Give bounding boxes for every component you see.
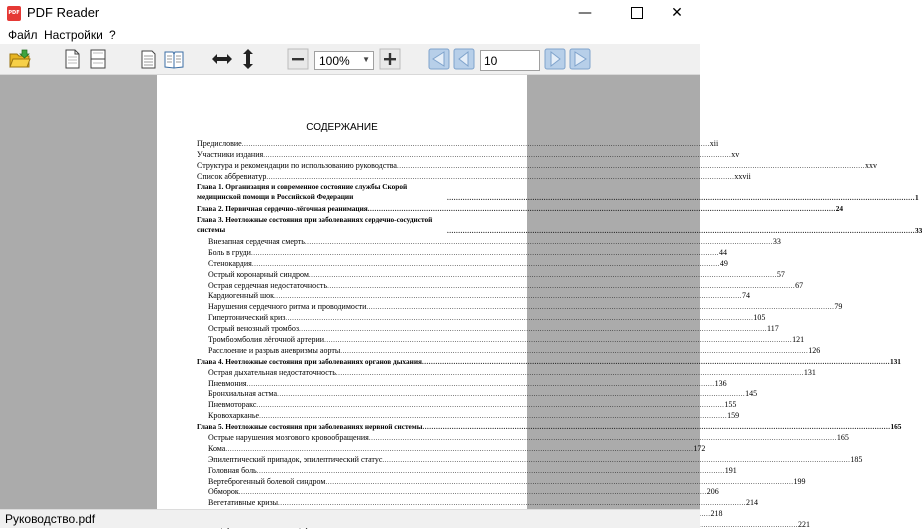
previous-page-button[interactable] [453,48,475,70]
book-view-button[interactable] [163,48,185,70]
toc-entry-title: Острая дыхательная недостаточность [208,367,336,377]
toc-entry-title: Нарушения сердечного ритма и проводимости [208,302,367,312]
toc-entry-page: 159 [727,411,740,421]
toc-leader-dots [266,173,734,181]
toc-entry-title: Обморок [208,487,239,497]
toc-entry-page: 79 [834,302,843,312]
toc-leader-dots [263,151,731,159]
toc-entry-title: Кровохарканье [208,411,260,421]
menu-settings[interactable]: Настройки [44,28,103,42]
status-bar [0,509,700,528]
zoom-select[interactable] [314,51,374,70]
toc-entry[interactable] [197,333,805,344]
toc-entry-page: 145 [745,389,758,399]
toc-leader-dots [299,325,767,333]
toc-entry-title: Глава 3. Неотложные состояния при заболеваниях сердечно-сосудистой системы [197,215,433,235]
toc-entry[interactable] [197,213,922,236]
toc-leader-dots [336,369,804,377]
toc-entry-page: 74 [742,291,751,301]
toc-leader-dots [257,467,725,475]
toc-leader-dots [422,423,890,431]
toc-entry[interactable] [197,246,727,257]
toc-leader-dots [382,456,850,464]
toc-entry[interactable] [197,377,727,388]
toc-leader-dots [239,488,707,496]
toc-entry[interactable] [197,290,751,301]
toc-entry[interactable] [197,355,901,366]
toc-entry-page: 131 [803,367,816,377]
toc-entry[interactable] [197,170,751,181]
toc-entry-page: xii [709,138,719,148]
toc-heading: СОДЕРЖАНИЕ [306,122,378,133]
toc-entry-title: Стенокардия [208,258,252,268]
toc-entry-page: 49 [719,258,728,268]
toc-entry-page: 131 [889,356,901,366]
document-page [157,75,922,529]
continuous-view-button[interactable] [138,48,160,70]
toc-entry-page: 172 [693,443,706,453]
toc-entry[interactable] [197,464,737,475]
toc-leader-dots [447,227,915,235]
window-title: PDF Reader [27,5,100,20]
toc-entry[interactable] [197,257,728,268]
toc-entry[interactable] [197,486,719,497]
toc-leader-dots [259,412,727,420]
toc-entry[interactable] [197,311,766,323]
toc-entry-page: 1 [915,193,919,203]
toc-entry-page: 121 [792,334,805,344]
toc-entry[interactable] [197,181,919,203]
toc-entry-title: Структура и рекомендации по использованию руководства [197,160,397,170]
toc-entry-page: 67 [795,280,804,290]
toc-entry-page: 191 [724,465,737,475]
minimize-button[interactable]: — [578,5,592,21]
toc-entry-page: 57 [776,269,785,279]
toc-entry-title: Глава 4. Неотложные состояния при заболеваниях органов дыхания [197,356,422,366]
toc-leader-dots [309,271,777,279]
toc-entry[interactable] [197,442,706,453]
toc-leader-dots [225,445,693,453]
menu-file[interactable]: Файл [8,28,38,42]
previous-page-icon [453,48,475,70]
toc-entry[interactable] [197,388,758,399]
toc-entry[interactable] [197,420,902,432]
toc-leader-dots [277,390,745,398]
toc-leader-dots [422,358,890,366]
toc-entry[interactable] [197,268,785,279]
close-button[interactable]: ✕ [671,5,683,21]
toc-entry[interactable] [197,322,779,334]
chevron-down-icon: ▼ [362,55,370,64]
toc-leader-dots [242,140,710,148]
toc-entry[interactable] [197,344,821,355]
toc-entry-page: xv [731,149,740,159]
pdf-app-icon: PDF [7,6,21,21]
fit-page-view-button[interactable] [87,48,109,70]
toc-entry-title: Острая сердечная недостаточность [208,280,328,290]
toc-entry[interactable] [197,202,844,214]
toc-entry-title: Пневмоторакс [208,400,257,410]
toc-entry-page: 24 [835,204,844,214]
toc-entry[interactable] [197,148,740,159]
toc-entry-page: 105 [753,313,766,323]
toc-leader-dots [368,205,836,213]
toc-entry-title: Пневмония [208,378,247,388]
toc-leader-dots [278,499,746,507]
vertical-arrows-icon [237,48,259,70]
toc-leader-dots [274,292,742,300]
zoom-out-button[interactable] [287,48,309,70]
toc-entry-page: 136 [714,378,727,388]
toc-entry[interactable] [197,475,806,486]
status-filename: Руководство.pdf [5,512,96,526]
toc-entry-title: Участники издания [197,149,264,159]
first-page-icon [428,48,450,70]
toc-leader-dots [325,478,793,486]
toc-entry-title: Предисловие [197,138,242,148]
fit-height-button[interactable] [237,48,259,70]
toc-leader-dots [327,282,795,290]
toc-entry-title: Головная боль [208,465,257,475]
toc-entry-page: 206 [706,487,719,497]
toc-entry-page: xxv [864,160,877,170]
toc-entry-page: 155 [724,400,737,410]
toc-entry-title: Острый коронарный синдром [208,269,309,279]
toc-entry[interactable] [197,409,740,421]
toc-entry-page: 214 [746,498,759,508]
toc-entry-title: Внезапная сердечная смерть [208,236,305,246]
toc-entry-page: 44 [718,247,727,257]
pages-icon [138,48,160,70]
plus-icon [379,48,401,70]
toc-entry-title: Вегетативные кризы [208,498,279,508]
toc-entry[interactable] [197,431,849,442]
toc-entry-title: Острый венозный тромбоз [208,324,299,334]
toc-entry-title: Гипертонический криз [208,313,286,323]
toc-entry-page: 126 [808,345,821,355]
next-page-button[interactable] [544,48,566,70]
toc-leader-dots [252,260,720,268]
menu-bar [0,27,700,44]
toc-entry-title: Бронхиальная астма [208,389,278,399]
toc-entry-page: 185 [850,454,863,464]
toc-entry-title: Эпилептический припадок, эпилептический статус [208,454,383,464]
toc-entry[interactable] [197,398,737,410]
page-number-input[interactable] [480,50,540,71]
first-page-button[interactable] [428,48,450,70]
toc-entry-title: Глава 2. Первичная сердечно-лёгочная реанимация [197,204,368,214]
book-icon [163,48,185,70]
open-folder-button[interactable] [9,48,31,70]
toc-leader-dots [447,194,915,202]
toc-entry[interactable] [197,300,843,312]
toc-entry[interactable] [197,137,719,148]
toc-entry-page: 199 [793,476,806,486]
toc-entry[interactable] [197,366,816,377]
toc-leader-dots [305,238,773,246]
toc-entry-title: Кардиогенный шок [208,291,275,301]
toc-entry-page: 221 [797,520,810,529]
toc-leader-dots [256,401,724,409]
toc-entry-title: Острые нарушения мозгового кровообращения [208,432,369,442]
toc-entry-page: 165 [890,422,902,432]
toc-entry[interactable] [197,235,781,246]
table-of-contents [197,137,922,529]
toc-entry-page: 33 [772,236,781,246]
toc-leader-dots [397,162,865,170]
toc-entry-title: Список аббревиатур [197,171,267,181]
zoom-in-button[interactable] [379,48,401,70]
horizontal-arrows-icon [211,48,233,70]
toc-leader-dots [251,249,719,257]
toc-entry-page: 33 [915,226,922,236]
toc-entry-title: Тромбоэмболия лёгочной артерии [208,334,325,344]
toc-leader-dots [369,434,837,442]
menu-help[interactable]: ? [109,28,116,42]
last-page-icon [569,48,591,70]
toc-entry-title: Кома [208,443,226,453]
toc-entry[interactable] [197,453,863,464]
toc-entry-title: Глава 1. Организация и современное состояние службы Скорой медицинской помощи в Российской Федерации [197,182,408,202]
minus-icon [287,48,309,70]
toc-entry[interactable] [197,279,804,290]
toc-leader-dots [340,347,808,355]
page-number-value: 10 [484,54,498,68]
toc-entry-title: Расслоение и разрыв аневризмы аорты [208,345,341,355]
last-page-button[interactable] [569,48,591,70]
toc-entry-page: 218 [710,509,723,519]
toc-entry-page: 165 [836,432,849,442]
toc-entry-title: Глава 5. Неотложные состояния при заболеваниях нервной системы [197,422,423,432]
single-page-icon [61,48,83,70]
toc-leader-dots [324,336,792,344]
title-bar [0,0,700,27]
toc-entry-title: Боль в груди [208,247,251,257]
open-folder-icon [9,48,31,70]
single-page-view-button[interactable] [61,48,83,70]
toc-leader-dots [366,303,834,311]
toc-leader-dots [285,314,753,322]
fit-width-button[interactable] [211,48,233,70]
toc-entry-title: Вертеброгенный болевой синдром [208,476,326,486]
toc-leader-dots [247,380,715,388]
toc-entry[interactable] [197,159,877,170]
toc-entry-page: 117 [766,324,779,334]
zoom-value: 100% [319,54,350,68]
next-page-icon [544,48,566,70]
toc-entry-page: xxvii [734,171,751,181]
fit-page-icon [87,48,109,70]
toc-entry[interactable] [197,496,759,508]
